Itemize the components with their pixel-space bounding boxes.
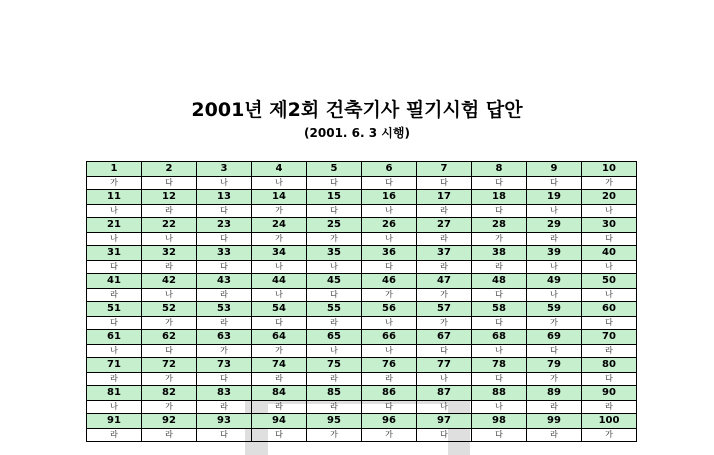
answer-cell: 가 [362, 429, 417, 442]
answer-cell: 다 [362, 401, 417, 414]
question-number-cell: 15 [307, 190, 362, 205]
question-number-cell: 40 [582, 246, 637, 261]
question-number-cell: 94 [252, 414, 307, 429]
question-number-cell: 46 [362, 274, 417, 289]
answer-cell: 라 [142, 261, 197, 274]
question-number-cell: 78 [472, 358, 527, 373]
answer-row [87, 429, 637, 442]
answer-cell: 나 [252, 289, 307, 302]
answer-cell: 가 [527, 317, 582, 330]
page-subtitle: (2001. 6. 3 시행) [304, 126, 410, 140]
answer-cell: 라 [307, 317, 362, 330]
answer-cell: 나 [527, 261, 582, 274]
question-number-cell: 44 [252, 274, 307, 289]
answer-cell: 나 [362, 233, 417, 246]
answer-table-body [87, 162, 637, 442]
answer-cell: 다 [582, 233, 637, 246]
question-number-cell: 4 [252, 162, 307, 177]
answer-row [87, 345, 637, 358]
answer-cell: 나 [362, 317, 417, 330]
answer-cell: 가 [252, 345, 307, 358]
question-number-cell: 69 [527, 330, 582, 345]
answer-cell: 가 [142, 373, 197, 386]
question-number-row [87, 190, 637, 205]
question-number-row [87, 302, 637, 317]
question-number-cell: 81 [87, 386, 142, 401]
question-number-cell: 72 [142, 358, 197, 373]
answer-cell: 라 [87, 429, 142, 442]
answer-cell: 가 [307, 233, 362, 246]
question-number-cell: 79 [527, 358, 582, 373]
answer-row [87, 233, 637, 246]
question-number-cell: 10 [582, 162, 637, 177]
answer-cell: 다 [582, 317, 637, 330]
answer-cell: 다 [252, 429, 307, 442]
answer-cell: 나 [472, 345, 527, 358]
answer-cell: 라 [197, 289, 252, 302]
answer-cell: 다 [307, 177, 362, 190]
answer-cell: 나 [87, 401, 142, 414]
question-number-row [87, 386, 637, 401]
answer-cell: 가 [142, 317, 197, 330]
question-number-cell: 30 [582, 218, 637, 233]
question-number-cell: 66 [362, 330, 417, 345]
answer-cell: 라 [362, 373, 417, 386]
answer-cell: 다 [472, 429, 527, 442]
question-number-cell: 95 [307, 414, 362, 429]
answer-cell: 다 [472, 317, 527, 330]
answer-cell: 라 [197, 317, 252, 330]
question-number-cell: 19 [527, 190, 582, 205]
question-number-cell: 90 [582, 386, 637, 401]
answer-cell: 다 [362, 177, 417, 190]
question-number-cell: 47 [417, 274, 472, 289]
question-number-cell: 83 [197, 386, 252, 401]
answer-cell: 라 [527, 429, 582, 442]
question-number-cell: 65 [307, 330, 362, 345]
answer-cell: 나 [472, 401, 527, 414]
question-number-cell: 98 [472, 414, 527, 429]
answer-cell: 다 [527, 177, 582, 190]
answer-cell: 나 [87, 233, 142, 246]
answer-cell: 다 [472, 289, 527, 302]
answer-cell: 가 [417, 317, 472, 330]
answer-cell: 나 [87, 205, 142, 218]
answer-cell: 나 [252, 261, 307, 274]
answer-cell: 가 [527, 373, 582, 386]
question-number-cell: 82 [142, 386, 197, 401]
answer-cell: 다 [582, 373, 637, 386]
question-number-cell: 11 [87, 190, 142, 205]
question-number-cell: 29 [527, 218, 582, 233]
question-number-cell: 85 [307, 386, 362, 401]
question-number-cell: 42 [142, 274, 197, 289]
question-number-cell: 8 [472, 162, 527, 177]
question-number-cell: 70 [582, 330, 637, 345]
answer-cell: 다 [197, 429, 252, 442]
answer-cell: 나 [582, 261, 637, 274]
question-number-cell: 12 [142, 190, 197, 205]
question-number-cell: 75 [307, 358, 362, 373]
answer-cell: 나 [87, 345, 142, 358]
answer-cell: 나 [362, 345, 417, 358]
answer-cell: 다 [362, 261, 417, 274]
question-number-cell: 34 [252, 246, 307, 261]
answer-cell: 다 [87, 317, 142, 330]
answer-cell: 나 [197, 177, 252, 190]
answer-cell: 나 [417, 373, 472, 386]
question-number-cell: 55 [307, 302, 362, 317]
question-number-cell: 50 [582, 274, 637, 289]
question-number-cell: 23 [197, 218, 252, 233]
answer-cell: 라 [142, 205, 197, 218]
answer-cell: 라 [582, 345, 637, 358]
question-number-cell: 88 [472, 386, 527, 401]
answer-cell: 나 [307, 261, 362, 274]
question-number-cell: 67 [417, 330, 472, 345]
question-number-cell: 57 [417, 302, 472, 317]
answer-cell: 라 [87, 373, 142, 386]
answer-cell: 다 [417, 177, 472, 190]
answer-row [87, 177, 637, 190]
answer-cell: 가 [142, 401, 197, 414]
question-number-cell: 68 [472, 330, 527, 345]
question-number-cell: 9 [527, 162, 582, 177]
question-number-cell: 99 [527, 414, 582, 429]
answer-cell: 라 [417, 261, 472, 274]
answer-row [87, 401, 637, 414]
question-number-cell: 20 [582, 190, 637, 205]
question-number-cell: 91 [87, 414, 142, 429]
question-number-cell: 5 [307, 162, 362, 177]
question-number-cell: 100 [582, 414, 637, 429]
question-number-cell: 25 [307, 218, 362, 233]
answer-cell: 가 [362, 289, 417, 302]
question-number-cell: 37 [417, 246, 472, 261]
answer-cell: 가 [252, 205, 307, 218]
question-number-cell: 97 [417, 414, 472, 429]
answer-cell: 다 [252, 317, 307, 330]
question-number-cell: 64 [252, 330, 307, 345]
question-number-cell: 60 [582, 302, 637, 317]
question-number-cell: 48 [472, 274, 527, 289]
question-number-cell: 59 [527, 302, 582, 317]
answer-cell: 라 [252, 373, 307, 386]
answer-cell: 라 [252, 401, 307, 414]
answer-cell: 가 [252, 233, 307, 246]
question-number-cell: 54 [252, 302, 307, 317]
answer-cell: 라 [197, 401, 252, 414]
answer-cell: 다 [472, 177, 527, 190]
question-number-cell: 35 [307, 246, 362, 261]
question-number-cell: 41 [87, 274, 142, 289]
answer-cell: 라 [582, 401, 637, 414]
answer-row [87, 373, 637, 386]
question-number-cell: 7 [417, 162, 472, 177]
question-number-cell: 93 [197, 414, 252, 429]
answer-cell: 라 [527, 401, 582, 414]
question-number-row [87, 218, 637, 233]
question-number-cell: 18 [472, 190, 527, 205]
question-number-cell: 92 [142, 414, 197, 429]
question-number-cell: 2 [142, 162, 197, 177]
answer-cell: 다 [472, 205, 527, 218]
answer-cell: 다 [472, 373, 527, 386]
question-number-row [87, 414, 637, 429]
question-number-cell: 77 [417, 358, 472, 373]
answer-cell: 다 [307, 289, 362, 302]
question-number-cell: 1 [87, 162, 142, 177]
question-number-cell: 73 [197, 358, 252, 373]
answer-cell: 나 [307, 345, 362, 358]
question-number-cell: 38 [472, 246, 527, 261]
question-number-cell: 62 [142, 330, 197, 345]
question-number-cell: 45 [307, 274, 362, 289]
question-number-cell: 51 [87, 302, 142, 317]
question-number-cell: 61 [87, 330, 142, 345]
page-title: 2001년 제2회 건축기사 필기시험 답안 [191, 99, 523, 121]
answer-cell: 다 [197, 261, 252, 274]
question-number-cell: 13 [197, 190, 252, 205]
question-number-cell: 84 [252, 386, 307, 401]
answer-cell: 나 [527, 289, 582, 302]
answer-cell: 라 [527, 233, 582, 246]
question-number-cell: 89 [527, 386, 582, 401]
answer-cell: 다 [417, 345, 472, 358]
question-number-cell: 31 [87, 246, 142, 261]
answer-cell: 나 [362, 205, 417, 218]
answer-cell: 나 [582, 289, 637, 302]
question-number-cell: 74 [252, 358, 307, 373]
question-number-cell: 26 [362, 218, 417, 233]
question-number-cell: 58 [472, 302, 527, 317]
answer-cell: 다 [197, 373, 252, 386]
answer-cell: 다 [307, 205, 362, 218]
question-number-row [87, 162, 637, 177]
question-number-cell: 87 [417, 386, 472, 401]
question-number-cell: 36 [362, 246, 417, 261]
answer-cell: 라 [307, 373, 362, 386]
answer-cell: 가 [87, 177, 142, 190]
answer-cell: 다 [197, 233, 252, 246]
answer-cell: 가 [417, 289, 472, 302]
question-number-row [87, 274, 637, 289]
question-number-cell: 6 [362, 162, 417, 177]
question-number-cell: 86 [362, 386, 417, 401]
question-number-cell: 22 [142, 218, 197, 233]
answer-cell: 다 [142, 177, 197, 190]
question-number-cell: 28 [472, 218, 527, 233]
answer-row [87, 205, 637, 218]
answer-cell: 다 [142, 345, 197, 358]
answer-row [87, 289, 637, 302]
question-number-cell: 33 [197, 246, 252, 261]
answer-row [87, 261, 637, 274]
answer-table [86, 161, 637, 442]
answer-cell: 다 [417, 429, 472, 442]
answer-cell: 다 [87, 261, 142, 274]
question-number-cell: 39 [527, 246, 582, 261]
question-number-row [87, 246, 637, 261]
answer-cell: 가 [582, 177, 637, 190]
question-number-cell: 96 [362, 414, 417, 429]
answer-cell: 라 [142, 429, 197, 442]
question-number-cell: 17 [417, 190, 472, 205]
question-number-cell: 14 [252, 190, 307, 205]
question-number-cell: 76 [362, 358, 417, 373]
answer-cell: 나 [417, 401, 472, 414]
question-number-row [87, 330, 637, 345]
question-number-cell: 52 [142, 302, 197, 317]
question-number-cell: 63 [197, 330, 252, 345]
answer-cell: 라 [87, 289, 142, 302]
answer-cell: 라 [417, 233, 472, 246]
answer-row [87, 317, 637, 330]
answer-cell: 나 [527, 205, 582, 218]
answer-cell: 나 [142, 233, 197, 246]
question-number-cell: 56 [362, 302, 417, 317]
question-number-cell: 32 [142, 246, 197, 261]
question-number-cell: 16 [362, 190, 417, 205]
answer-cell: 나 [142, 289, 197, 302]
answer-cell: 가 [197, 345, 252, 358]
answer-cell: 나 [252, 177, 307, 190]
question-number-cell: 24 [252, 218, 307, 233]
answer-cell: 라 [307, 401, 362, 414]
question-number-cell: 71 [87, 358, 142, 373]
answer-cell: 라 [417, 205, 472, 218]
question-number-cell: 3 [197, 162, 252, 177]
answer-cell: 가 [307, 429, 362, 442]
question-number-cell: 53 [197, 302, 252, 317]
answer-cell: 다 [527, 345, 582, 358]
question-number-cell: 21 [87, 218, 142, 233]
answer-cell: 나 [582, 205, 637, 218]
answer-cell: 가 [582, 429, 637, 442]
answer-cell: 가 [472, 233, 527, 246]
answer-cell: 라 [472, 261, 527, 274]
question-number-cell: 80 [582, 358, 637, 373]
question-number-cell: 43 [197, 274, 252, 289]
question-number-cell: 49 [527, 274, 582, 289]
question-number-row [87, 358, 637, 373]
answer-cell: 다 [197, 205, 252, 218]
question-number-cell: 27 [417, 218, 472, 233]
